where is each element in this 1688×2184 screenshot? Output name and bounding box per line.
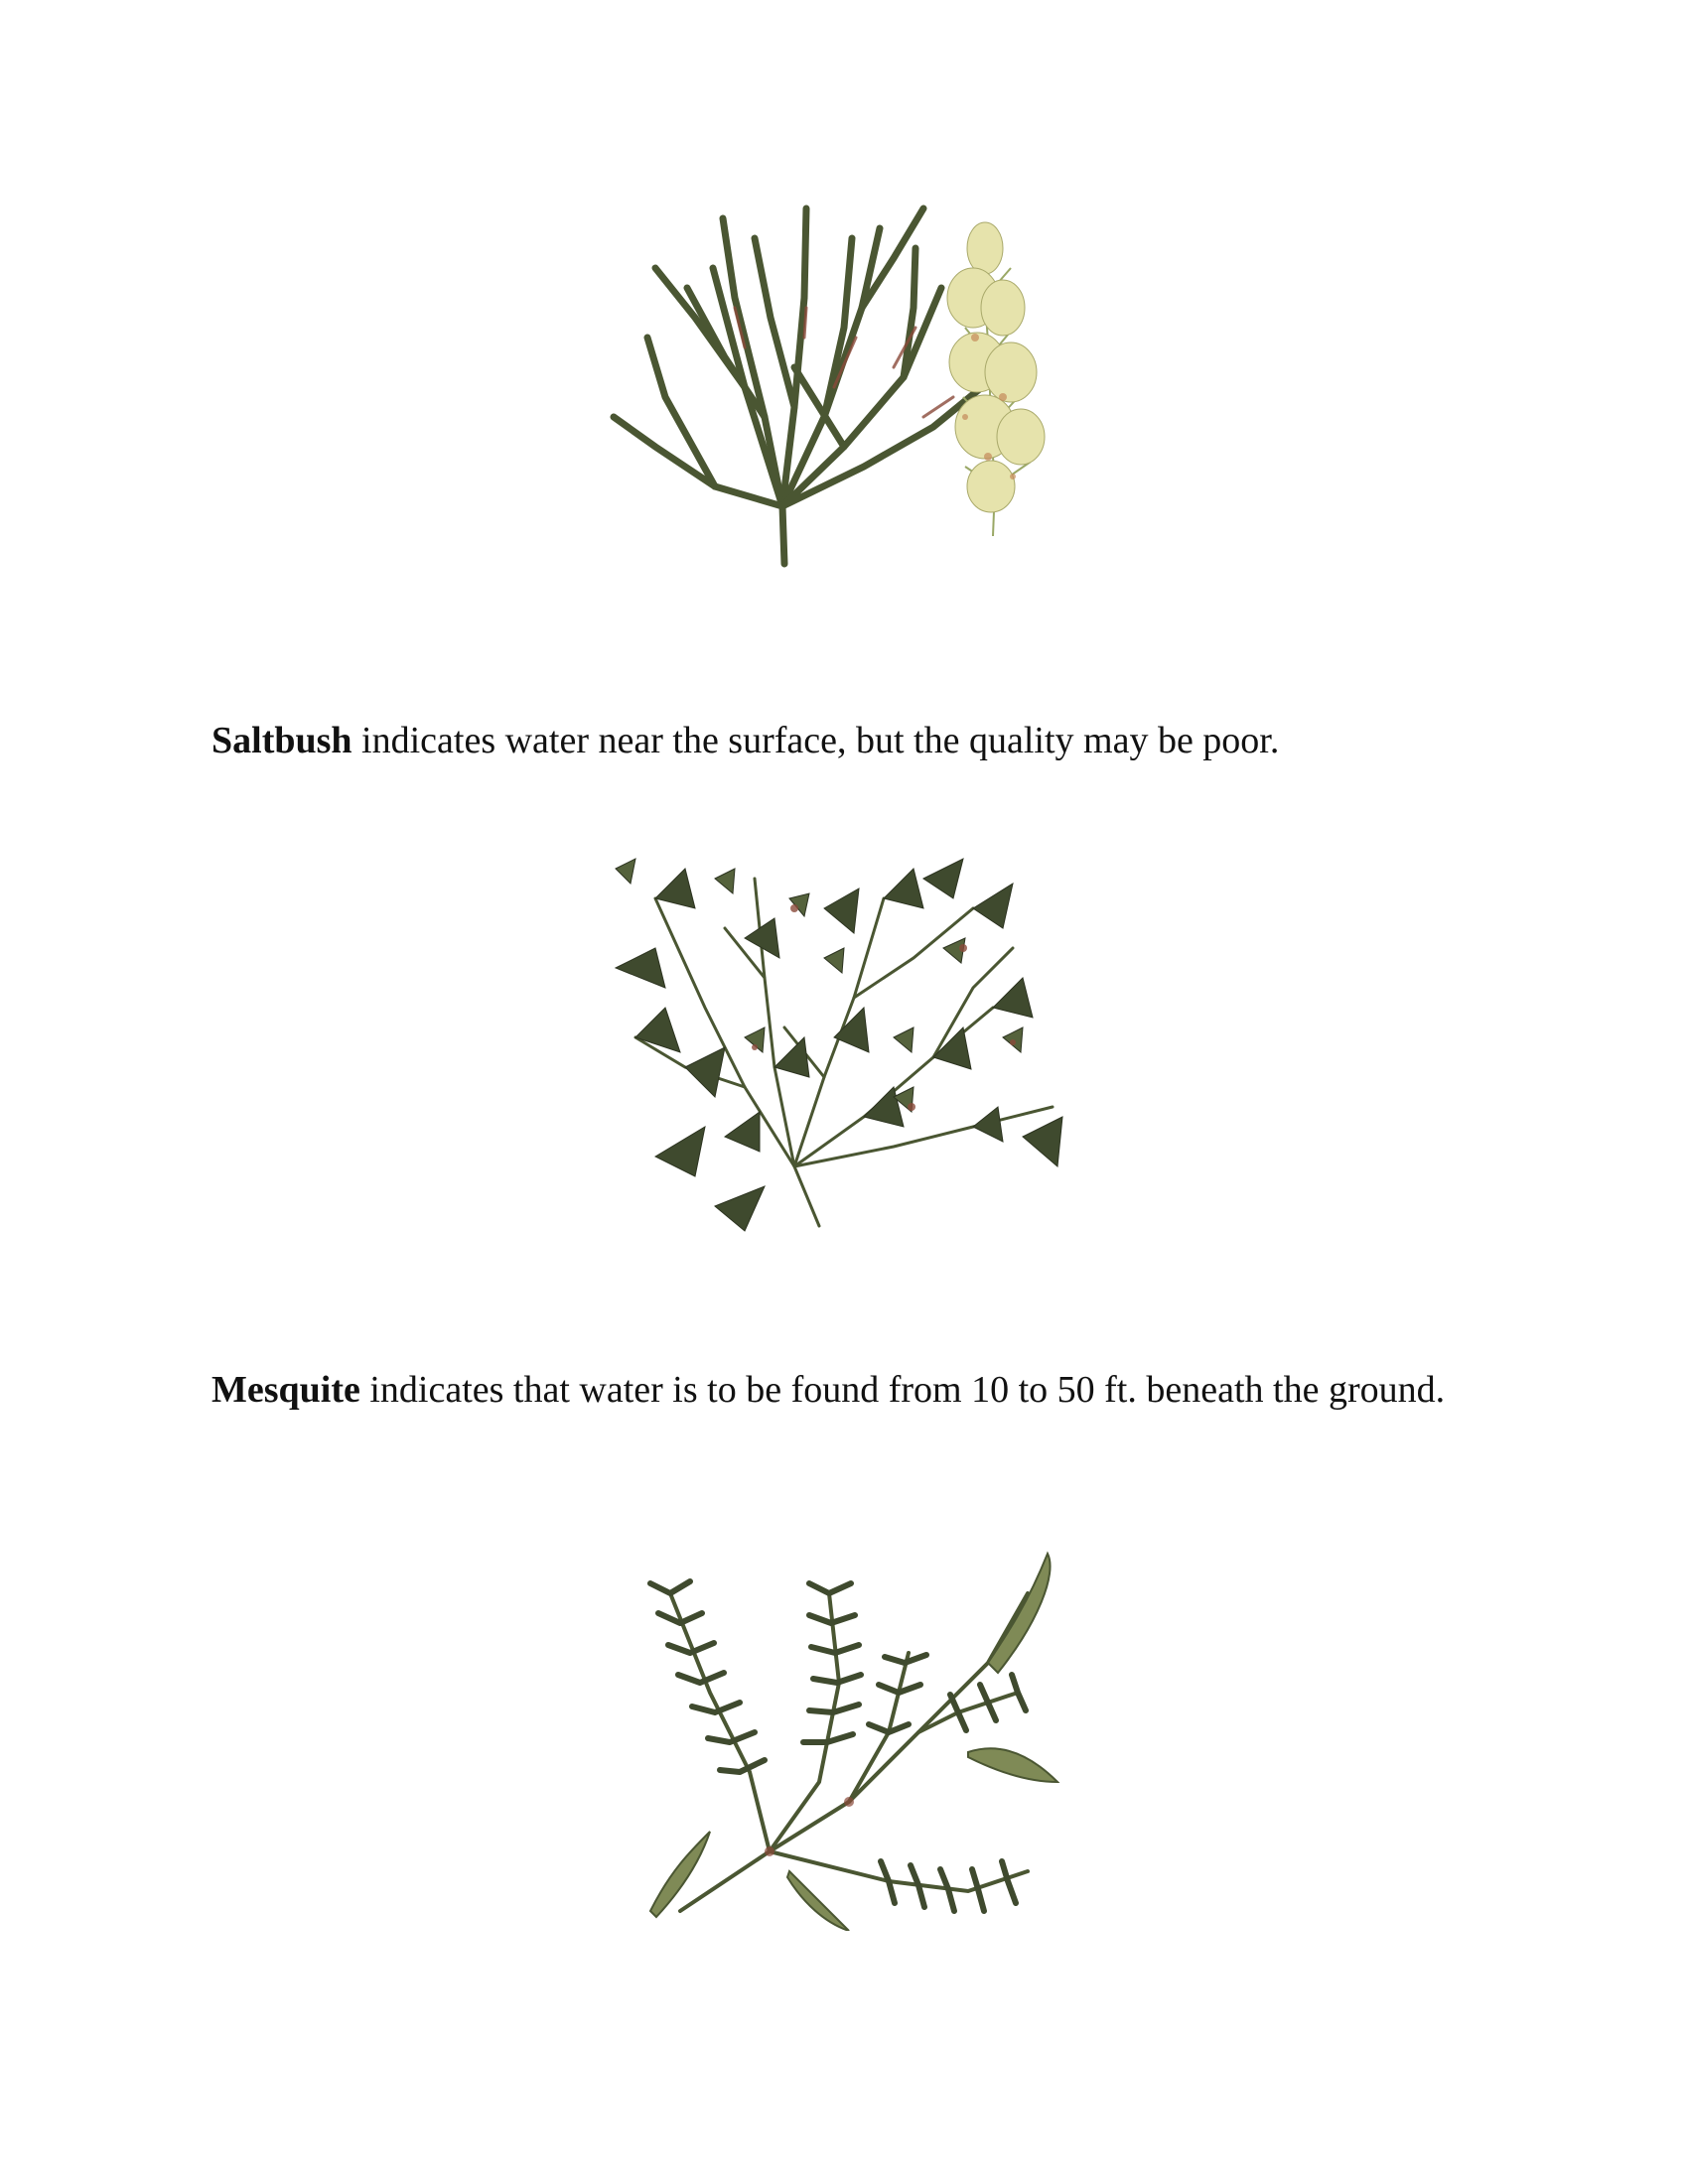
saltbush-drawing: [596, 189, 1092, 586]
mesquite-illustration: [596, 839, 1092, 1236]
mesquite-caption: [211, 1366, 1475, 1415]
mesquite-description: indicates that water is to be found from 10 to 50 ft. beneath the ground.: [359, 1369, 1446, 1411]
saltbush-term: Saltbush: [211, 720, 352, 761]
saltbush-description: indicates water near the surface, but the quality may be poor.: [352, 720, 1280, 761]
pinnate-plant-drawing: [591, 1534, 1097, 1931]
mesquite-term: Mesquite: [211, 1369, 360, 1411]
pinnate-plant-illustration: [591, 1534, 1097, 1931]
saltbush-caption: [211, 717, 1475, 765]
mesquite-drawing: [596, 839, 1092, 1236]
saltbush-illustration: [596, 189, 1092, 586]
